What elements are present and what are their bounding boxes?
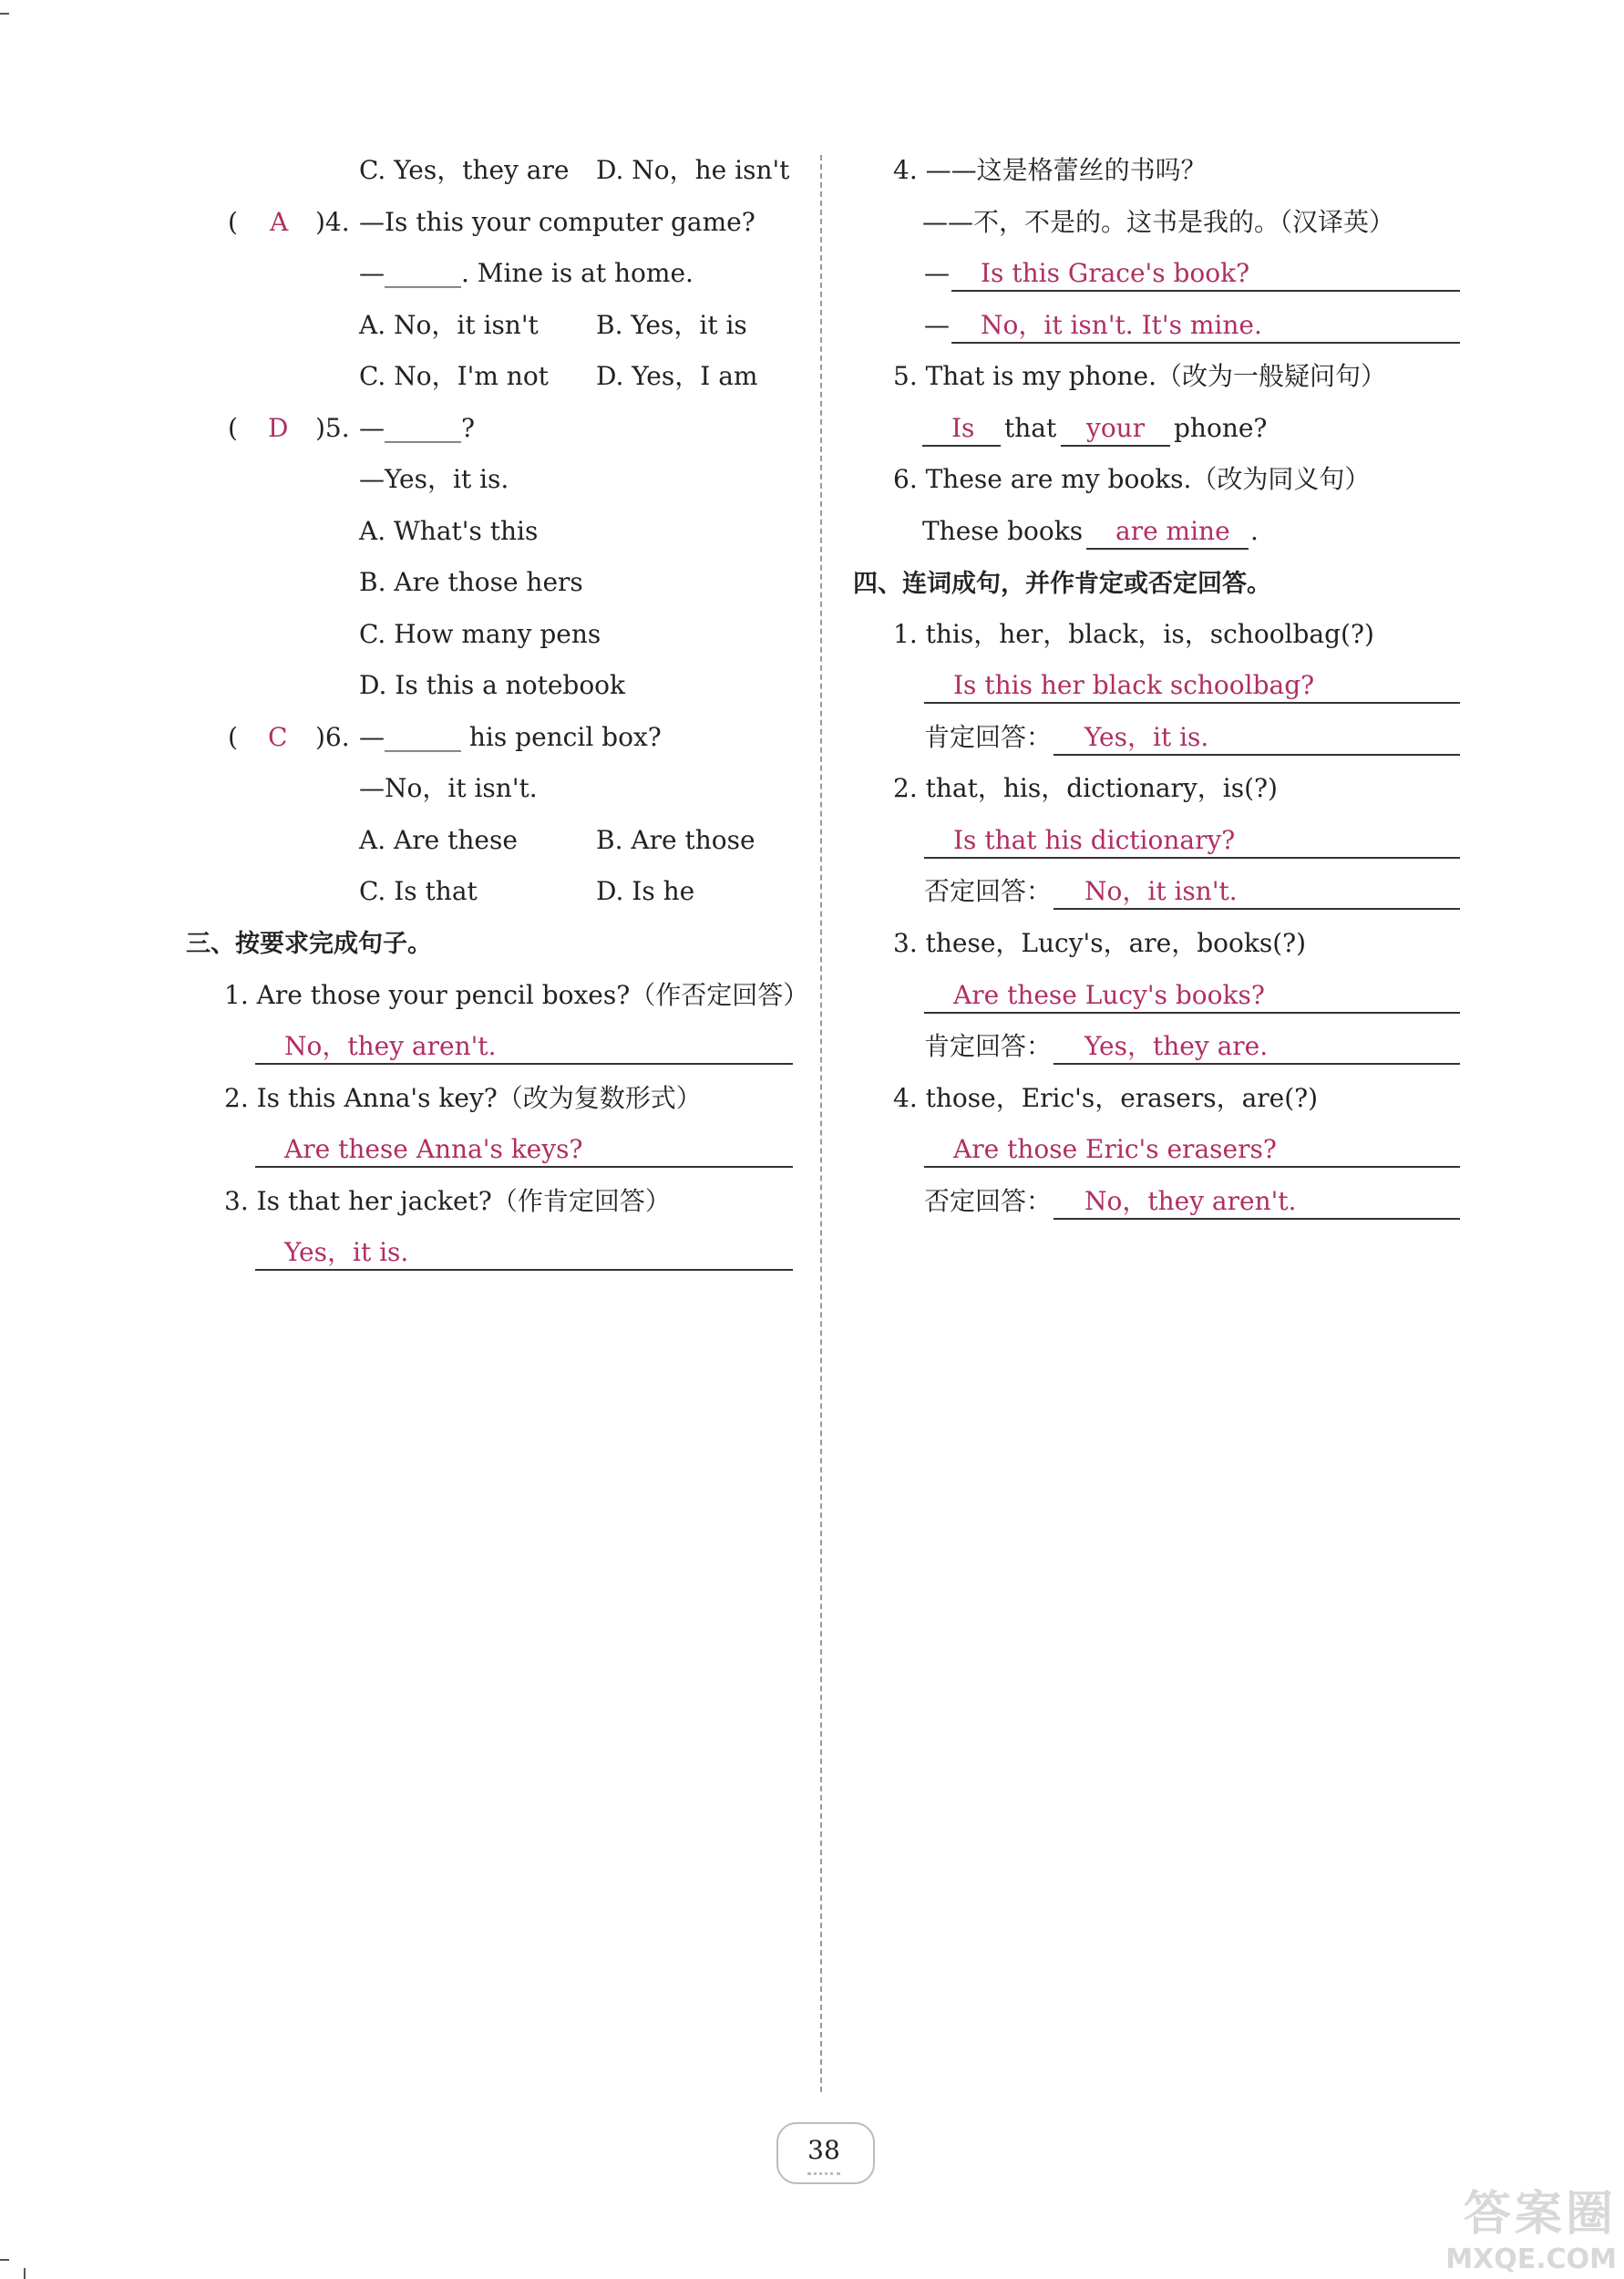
question-suffix: his pencil box? [461, 722, 662, 752]
exercise-prompt: 4. ——这是格蕾丝的书吗？ [893, 155, 1207, 185]
question-prefix: — [359, 722, 385, 752]
question-text: —Is this your computer game? [359, 207, 755, 237]
reply-answer: Yes，it is. [1084, 722, 1209, 752]
answer-line [922, 445, 1001, 447]
exercise-answer: Is that his dictionary? [953, 825, 1236, 855]
question-text [359, 722, 662, 752]
answer-line [255, 1166, 793, 1168]
answer-line [1054, 754, 1460, 756]
option-a: A. Are these [359, 825, 518, 855]
crop-mark [24, 2268, 26, 2279]
option-c: C. No，I'm not [359, 361, 549, 391]
response-line [359, 258, 694, 288]
question-number: )6. [315, 722, 350, 752]
blank: ______ [385, 413, 461, 443]
option-c: C. Is that [359, 876, 478, 906]
watermark-cn: 答案圈 [1463, 2187, 1617, 2242]
question-text [359, 413, 476, 443]
option-d: D. Yes，I am [596, 361, 758, 391]
blank-answer: Is [951, 413, 975, 443]
option-b: B. Yes，it is [596, 310, 747, 340]
answer-letter: C [268, 722, 288, 752]
option-a: A. What's this [359, 516, 539, 546]
answer-line [951, 342, 1460, 344]
option-c: C. How many pens [359, 619, 601, 649]
dash: — [924, 310, 950, 340]
answer-line [1061, 445, 1170, 447]
paren-open: ( [228, 722, 238, 752]
exercise-answer: Is this her black schoolbag? [953, 670, 1315, 700]
blank-answer: your [1086, 413, 1146, 443]
exercise-answer: Are these Lucy's books? [953, 980, 1265, 1010]
option-b: B. Are those [596, 825, 755, 855]
response-text: —Yes，it is. [359, 464, 509, 494]
exercise-answer: Are these Anna's keys? [284, 1134, 583, 1164]
reply-label: 否定回答： [924, 876, 1053, 906]
blank: ______ [385, 258, 461, 288]
exercise-prompt: 2. that，his，dictionary，is(?) [893, 773, 1278, 803]
response-prefix: — [359, 258, 385, 288]
reply-label: 肯定回答： [924, 1031, 1053, 1061]
answer-line [1054, 908, 1460, 910]
answer-line [255, 1063, 793, 1065]
exercise-prompt: 5. That is my phone.（改为一般疑问句） [893, 361, 1386, 391]
option-c: C. Yes，they are [359, 155, 570, 185]
option-b: B. Are those hers [359, 567, 583, 597]
question-number: )4. [315, 207, 350, 237]
answer-line [924, 1012, 1460, 1014]
page-number: 38 [807, 2135, 840, 2165]
reply-answer: No，they aren't. [1084, 1186, 1297, 1216]
exercise-answer: No，it isn't. It's mine. [981, 310, 1262, 340]
exercise-prompt: ——不，不是的。这书是我的。（汉译英） [922, 207, 1395, 237]
exercise-prompt: 1. Are those your pencil boxes?（作否定回答） [224, 980, 809, 1010]
paren-open: ( [228, 413, 238, 443]
crop-mark [0, 2259, 9, 2261]
question-suffix: ? [461, 413, 476, 443]
response-text: —No，it isn't. [359, 773, 538, 803]
dash: — [924, 258, 950, 288]
paren-open: ( [228, 207, 238, 237]
answer-letter: A [270, 207, 289, 237]
answer-line [1086, 548, 1249, 550]
option-d: D. Is he [596, 876, 695, 906]
blank-answer: are mine [1115, 516, 1230, 546]
section-title: 四、连词成句，并作肯定或否定回答。 [853, 570, 1271, 598]
answer-line [255, 1269, 793, 1271]
question-number: )5. [315, 413, 350, 443]
reply-answer: No，it isn't. [1084, 876, 1238, 906]
sentence-word: that [1004, 413, 1057, 443]
answer-line [924, 1166, 1460, 1168]
sentence-end: . [1250, 516, 1259, 546]
exercise-prompt: 6. These are my books.（改为同义句） [893, 464, 1371, 494]
exercise-prompt: 1. this，her，black，is，schoolbag(?) [893, 619, 1374, 649]
watermark [1445, 2175, 1617, 2275]
watermark-en: MXQE.COM [1445, 2243, 1617, 2275]
reply-label: 肯定回答： [924, 722, 1053, 752]
reply-answer: Yes，they are. [1084, 1031, 1269, 1061]
sentence-word: phone? [1174, 413, 1268, 443]
answer-line [924, 702, 1460, 704]
exercise-answer: Yes，it is. [284, 1237, 409, 1267]
response-suffix: . Mine is at home. [461, 258, 694, 288]
crop-mark [0, 13, 9, 15]
answer-line [1054, 1063, 1460, 1065]
exercise-prompt: 3. Is that her jacket?（作肯定回答） [224, 1186, 671, 1216]
answer-line [951, 290, 1460, 292]
reply-label: 否定回答： [924, 1186, 1053, 1216]
option-d: D. Is this a notebook [359, 670, 626, 700]
exercise-prompt: 3. these，Lucy's，are，books(?) [893, 928, 1307, 958]
blank: ______ [385, 722, 461, 752]
option-d: D. No，he isn't [596, 155, 790, 185]
exercise-answer: No，they aren't. [284, 1031, 497, 1061]
answer-line [1054, 1218, 1460, 1220]
answer-line [924, 857, 1460, 859]
column-divider [820, 155, 822, 2092]
exercise-prompt: 2. Is this Anna's key?（改为复数形式） [224, 1083, 702, 1113]
question-prefix: — [359, 413, 385, 443]
exercise-answer: Are those Eric's erasers? [953, 1134, 1277, 1164]
page-number-ornament [807, 2172, 840, 2175]
exercise-answer: Is this Grace's book? [981, 258, 1250, 288]
exercise-prompt: 4. those，Eric's，erasers，are(?) [893, 1083, 1319, 1113]
section-title: 三、按要求完成句子。 [186, 930, 432, 958]
answer-letter: D [268, 413, 289, 443]
option-a: A. No，it isn't [359, 310, 539, 340]
sentence-prefix: These books [922, 516, 1084, 546]
